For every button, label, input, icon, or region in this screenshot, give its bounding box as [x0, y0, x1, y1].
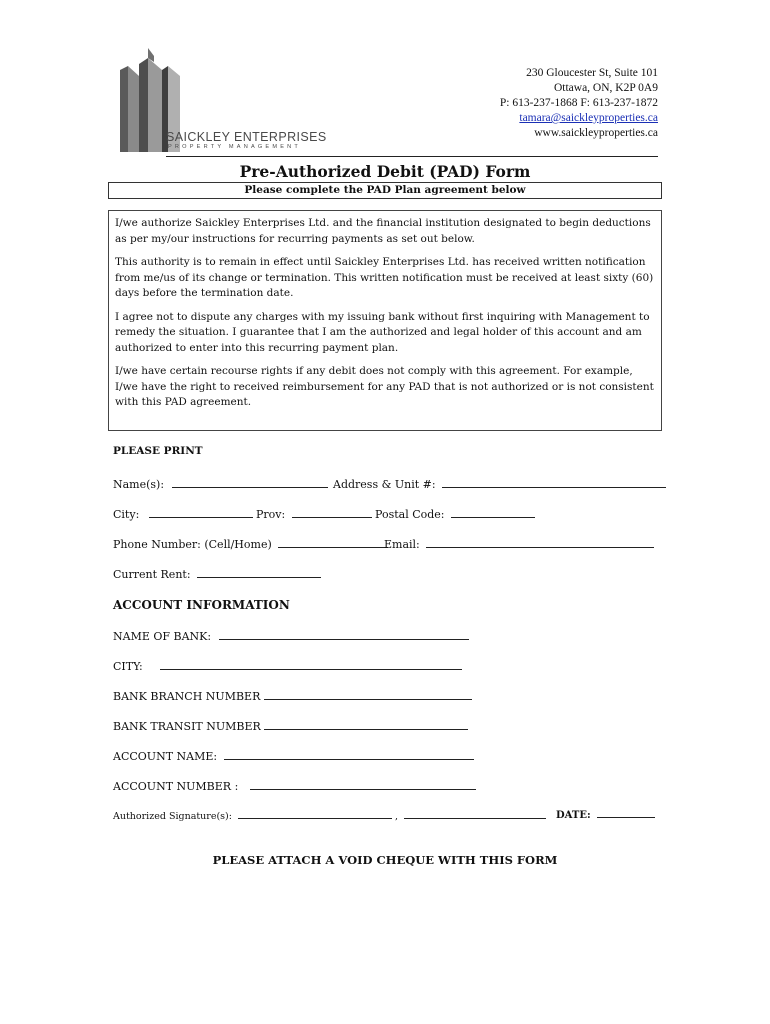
email-link[interactable]: tamara@saickleyproperties.ca: [519, 112, 658, 124]
term-paragraph: This authority is to remain in effect until Saickley Enterprises Ltd. has received written notification from me/us of its change or termination. This written notification must be received at least sixty (60) days before the termination date.: [115, 256, 654, 299]
term-paragraph: I/we have certain recourse rights if any debit does not comply with this agreement. For example, I/we have the right to received reimbursement for any PAD that is not authorized or is not consistent with this PAD agreement.: [115, 365, 654, 408]
bank-city-row: [113, 659, 462, 673]
postal-label: Postal Code:: [375, 508, 445, 521]
signature-field-1[interactable]: [238, 810, 392, 819]
account-number-field[interactable]: [250, 779, 476, 790]
bank-name-field[interactable]: [219, 629, 469, 640]
term-paragraph: I/we authorize Saickley Enterprises Ltd. and the financial institution designated to begin deductions as per my/our instructions for recurring payments as set out below.: [115, 217, 651, 245]
email-row: [384, 537, 654, 551]
please-print-heading: PLEASE PRINT: [113, 445, 203, 457]
signature-separator: ,: [395, 811, 399, 822]
terms-box: [108, 210, 662, 431]
phone-label: Phone Number: (Cell/Home): [113, 538, 272, 551]
account-info-heading: ACCOUNT INFORMATION: [113, 598, 290, 612]
city-field[interactable]: [149, 507, 253, 518]
email-label: Email:: [384, 538, 420, 551]
account-number-label: ACCOUNT NUMBER :: [113, 780, 239, 793]
phone-fax: P: 613-237-1868 F: 613-237-1872: [499, 97, 658, 109]
signature-label: Authorized Signature(s):: [113, 811, 232, 822]
signature-field-2[interactable]: [404, 810, 546, 819]
company-name: SAICKLEY ENTERPRISES: [166, 130, 327, 144]
city-postal: Ottawa, ON, K2P 0A9: [553, 82, 658, 94]
city-label: City:: [113, 508, 140, 521]
transit-field[interactable]: [264, 719, 468, 730]
prov-field[interactable]: [292, 507, 372, 518]
postal-row: [375, 507, 535, 521]
rent-row: [113, 567, 321, 581]
postal-field[interactable]: [451, 507, 535, 518]
date-field[interactable]: [597, 809, 655, 818]
form-subtitle: Please complete the PAD Plan agreement below: [108, 182, 662, 199]
date-row: [556, 809, 655, 821]
bank-city-field[interactable]: [160, 659, 462, 670]
contact-block: [500, 66, 658, 141]
website: www.saickleyproperties.ca: [534, 127, 658, 139]
account-number-row: [113, 779, 476, 793]
branch-field[interactable]: [264, 689, 472, 700]
prov-row: [256, 507, 372, 521]
city-row: [113, 507, 253, 521]
names-row: [113, 477, 328, 491]
names-label: Name(s):: [113, 478, 165, 491]
header-rule: [166, 156, 658, 157]
email-field[interactable]: [426, 537, 654, 548]
rent-field[interactable]: [197, 567, 321, 578]
page-title: Pre-Authorized Debit (PAD) Form: [239, 162, 531, 181]
account-name-row: [113, 749, 474, 763]
transit-row: [113, 719, 468, 733]
address-row: [333, 477, 666, 491]
void-cheque-notice: PLEASE ATTACH A VOID CHEQUE WITH THIS FORM: [212, 853, 558, 867]
phone-row: [113, 537, 388, 551]
branch-label: BANK BRANCH NUMBER: [113, 690, 261, 703]
street-address: 230 Gloucester St, Suite 101: [526, 67, 658, 79]
account-name-label: ACCOUNT NAME:: [113, 750, 218, 763]
term-paragraph: I agree not to dispute any charges with my issuing bank without first inquiring with Management to remedy the situation. I guarantee that I am the authorized and legal holder of this account and am authorized to enter into this recurring payment plan.: [115, 310, 650, 354]
account-name-field[interactable]: [224, 749, 474, 760]
address-label: Address & Unit #:: [333, 478, 436, 491]
signature-row: [113, 810, 546, 822]
bank-name-label: NAME OF BANK:: [113, 630, 212, 643]
address-field[interactable]: [442, 477, 666, 488]
bank-name-row: [113, 629, 469, 643]
names-field[interactable]: [172, 477, 328, 488]
transit-label: BANK TRANSIT NUMBER: [113, 720, 261, 733]
company-tagline: PROPERTY MANAGEMENT: [168, 144, 302, 150]
bank-city-label: CITY:: [113, 660, 143, 673]
rent-label: Current Rent:: [113, 568, 191, 581]
phone-field[interactable]: [278, 537, 388, 548]
date-label: DATE:: [556, 810, 591, 821]
prov-label: Prov:: [256, 508, 286, 521]
branch-row: [113, 689, 472, 703]
